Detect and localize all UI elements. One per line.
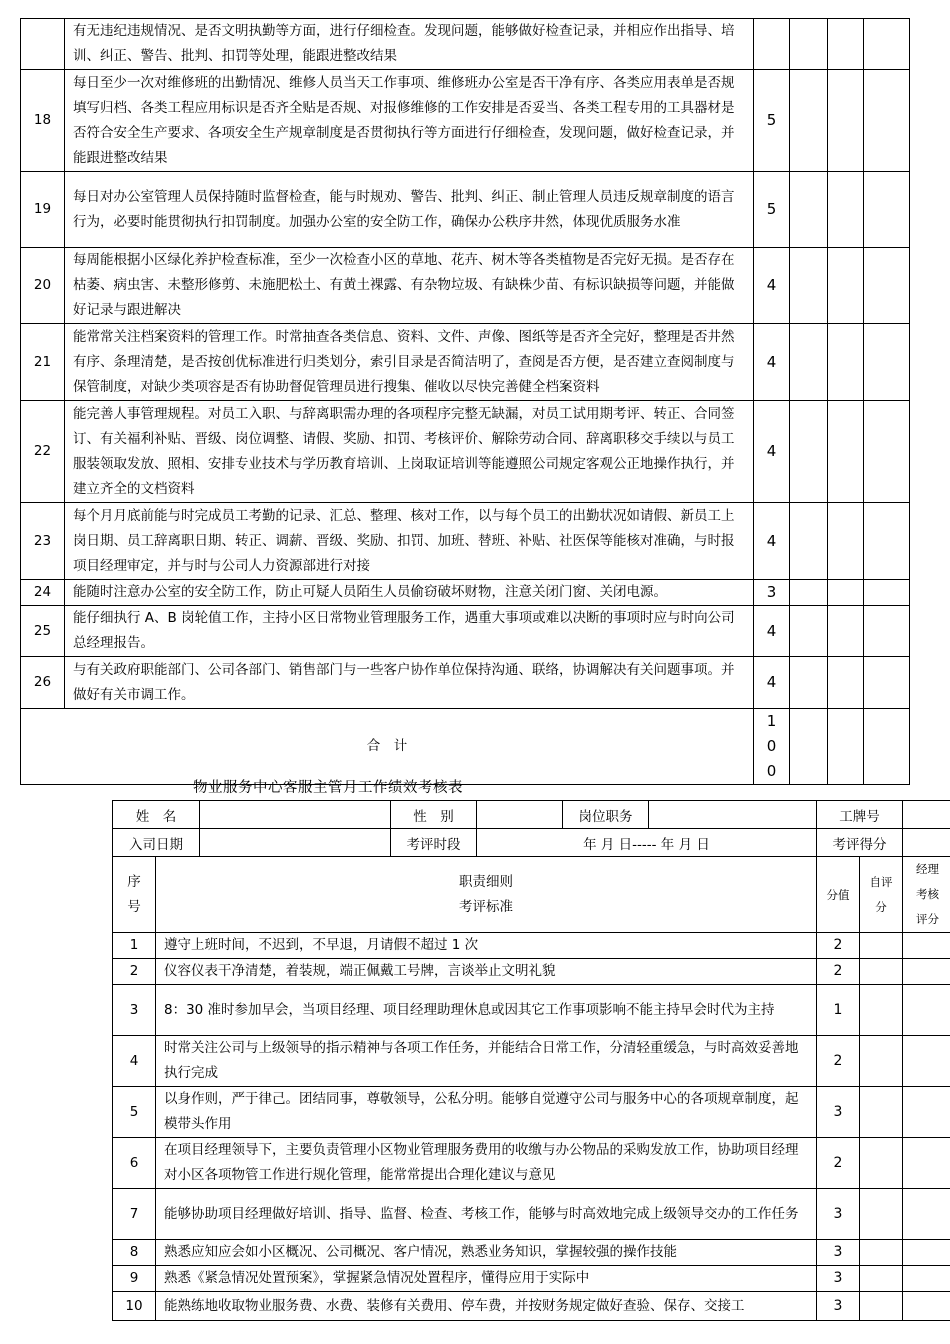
row-score: 5 <box>754 70 790 172</box>
row-criteria: 每日至少一次对维修班的出勤情况、维修人员当天工作事项、维修班办公室是否干净有序、各类应用表单是否规填写归档、各类工程应用标识是否齐全贴是否规、对报修维修的工作安排是否妥当、各类工程专用的工具器材是否符合安全生产要求、各项安全生产规章制度是否贯彻执行等方面进行仔细检查，发现问题，做好检查记录，并能跟进整改结果 <box>65 70 754 172</box>
final-score-cell[interactable] <box>864 324 910 401</box>
row-number: 8 <box>113 1240 156 1266</box>
table-row <box>21 401 910 503</box>
table-row <box>113 1292 950 1321</box>
row-criteria: 熟悉应知应会如小区概况、公司概况、客户情况，熟悉业务知识，掌握较强的操作技能 <box>156 1240 817 1266</box>
period-value[interactable]: 年 月 日----- 年 月 日 <box>477 829 817 857</box>
row-criteria: 8：30 准时参加早会，当项目经理、项目经理助理休息或因其它工作事项影响不能主持早会时代为主持 <box>156 985 817 1036</box>
row-number: 6 <box>113 1138 156 1189</box>
self-score-cell[interactable] <box>860 1240 903 1266</box>
row-score: 4 <box>754 324 790 401</box>
row-score: 5 <box>754 172 790 248</box>
self-score-header: 自评分 <box>869 874 893 914</box>
manager-score-cell[interactable] <box>828 401 864 503</box>
row-score: 4 <box>754 248 790 324</box>
row-score: 4 <box>754 503 790 580</box>
manager-score-cell[interactable] <box>828 172 864 248</box>
position-label: 岗位职务 <box>563 801 649 829</box>
table-row <box>113 1240 950 1266</box>
manager-score-cell[interactable] <box>903 1036 950 1087</box>
row-number: 3 <box>113 985 156 1036</box>
gender-label: 性 别 <box>391 801 477 829</box>
table-row <box>21 580 910 606</box>
row-score: 3 <box>817 1266 860 1292</box>
manager-score-cell[interactable] <box>828 580 864 606</box>
manager-score-cell[interactable] <box>903 1240 950 1266</box>
manager-score-cell[interactable] <box>828 657 864 709</box>
final-score-cell[interactable] <box>864 580 910 606</box>
row-criteria: 在项目经理领导下，主要负责管理小区物业管理服务费用的收缴与办公物品的采购发放工作，协助项目经理对小区各项物管工作进行规化管理，能常常提出合理化建议与意见 <box>156 1138 817 1189</box>
row-number: 20 <box>21 248 65 324</box>
row-criteria: 能熟练地收取物业服务费、水费、装修有关费用、停车费，并按财务规定做好查验、保存、交接工 <box>156 1292 817 1321</box>
self-score-cell[interactable] <box>790 657 828 709</box>
manager-score-cell[interactable] <box>828 606 864 657</box>
manager-score-cell[interactable] <box>903 985 950 1036</box>
performance-table-continued <box>20 18 910 785</box>
row-score: 2 <box>817 1036 860 1087</box>
row-score: 3 <box>817 1189 860 1240</box>
manager-score-header: 经理考核评分 <box>916 862 939 926</box>
self-score-cell[interactable] <box>860 1036 903 1087</box>
row-criteria: 仪容仪表干净清楚，着装规，端正佩戴工号牌，言谈举止文明礼貌 <box>156 959 817 985</box>
info-row-2 <box>113 829 950 857</box>
final-score-cell[interactable] <box>864 172 910 248</box>
row-number: 21 <box>21 324 65 401</box>
total-value: 100 <box>766 712 777 780</box>
row-number: 25 <box>21 606 65 657</box>
row-number: 7 <box>113 1189 156 1240</box>
self-score-cell[interactable] <box>790 324 828 401</box>
manager-score-cell[interactable] <box>828 248 864 324</box>
row-number: 9 <box>113 1266 156 1292</box>
manager-score-cell[interactable] <box>903 1138 950 1189</box>
table-row <box>113 959 950 985</box>
self-score-cell[interactable] <box>790 19 828 70</box>
row-criteria: 能完善人事管理规程。对员工入职、与辞离职需办理的各项程序完整无缺漏，对员工试用期考评、转正、合同签订、有关福利补贴、晋级、岗位调整、请假、奖励、扣罚、考核评价、解除劳动合同、辞离职移交手续以与员工服装领取发放、照相、安排专业技术与学历教育培训、上岗取证培训等能遵照公司规定客观公正地操作执行，并建立齐全的文档资料 <box>65 401 754 503</box>
final-score-cell[interactable] <box>864 606 910 657</box>
join-date-field[interactable] <box>200 829 391 857</box>
manager-score-cell[interactable] <box>903 1189 950 1240</box>
self-score-cell[interactable] <box>860 1189 903 1240</box>
criteria-header: 考评标准 <box>459 898 513 915</box>
self-score-cell[interactable] <box>790 606 828 657</box>
manager-score-cell[interactable] <box>828 503 864 580</box>
row-criteria: 时常关注公司与上级领导的指示精神与各项工作任务，并能结合日常工作，分清轻重缓急，与时高效妥善地执行完成 <box>156 1036 817 1087</box>
table-row <box>21 657 910 709</box>
row-score: 3 <box>817 1087 860 1138</box>
row-criteria: 有无违纪违规情况、是否文明执勤等方面，进行仔细检查。发现问题，能够做好检查记录，并相应作出指导、培训、纠正、警告、批判、扣罚等处理，能跟进整改结果 <box>65 19 754 70</box>
points-header: 分值 <box>817 857 860 933</box>
manager-score-cell[interactable] <box>828 70 864 172</box>
row-number: 4 <box>113 1036 156 1087</box>
final-score-cell[interactable] <box>864 248 910 324</box>
manager-score-cell[interactable] <box>903 959 950 985</box>
manager-score-cell[interactable] <box>903 1266 950 1292</box>
row-score: 2 <box>817 933 860 959</box>
manager-score-cell[interactable] <box>828 324 864 401</box>
table-row <box>113 1138 950 1189</box>
final-score-cell[interactable] <box>864 657 910 709</box>
self-score-cell[interactable] <box>860 933 903 959</box>
table-row <box>21 19 910 70</box>
row-score <box>754 19 790 70</box>
table-row <box>21 324 910 401</box>
self-score-cell[interactable] <box>790 580 828 606</box>
self-score-cell[interactable] <box>860 1087 903 1138</box>
badge-label: 工牌号 <box>817 801 903 829</box>
gender-field[interactable] <box>477 801 563 829</box>
table-row <box>21 172 910 248</box>
score-field[interactable] <box>903 829 950 857</box>
row-number: 10 <box>113 1292 156 1321</box>
row-number: 1 <box>113 933 156 959</box>
manager-score-cell[interactable] <box>903 1292 950 1321</box>
row-number: 23 <box>21 503 65 580</box>
table-row <box>113 1087 950 1138</box>
row-criteria: 遵守上班时间，不迟到，不早退，月请假不超过 1 次 <box>156 933 817 959</box>
row-score: 3 <box>817 1292 860 1321</box>
manager-score-cell[interactable] <box>828 19 864 70</box>
period-label: 考评时段 <box>391 829 477 857</box>
row-criteria: 能随时注意办公室的安全防工作，防止可疑人员陌生人员偷窃破坏财物，注意关闭门窗、关闭电源。 <box>65 580 754 606</box>
row-number: 19 <box>21 172 65 248</box>
self-score-cell[interactable] <box>790 70 828 172</box>
row-score: 3 <box>817 1240 860 1266</box>
self-score-cell[interactable] <box>790 401 828 503</box>
self-score-cell[interactable] <box>790 248 828 324</box>
row-number <box>21 19 65 70</box>
name-field[interactable] <box>200 801 391 829</box>
final-score-cell[interactable] <box>864 401 910 503</box>
row-criteria: 与有关政府职能部门、公司各部门、销售部门与一些客户协作单位保持沟通、联络，协调解决有关问题事项。并做好有关市调工作。 <box>65 657 754 709</box>
self-score-cell[interactable] <box>860 985 903 1036</box>
table-row <box>113 1036 950 1087</box>
self-score-cell[interactable] <box>860 1292 903 1321</box>
score-label: 考评得分 <box>817 829 903 857</box>
manager-score-cell[interactable] <box>903 1087 950 1138</box>
table-row <box>21 606 910 657</box>
table-row <box>21 248 910 324</box>
total-row <box>21 709 910 785</box>
seq-header: 序号 <box>127 873 141 915</box>
row-criteria: 每日对办公室管理人员保持随时监督检查，能与时规劝、警告、批判、纠正、制止管理人员违反规章制度的语言行为，必要时能贯彻执行扣罚制度。加强办公室的安全防工作，确保办公秩序井然，体现优质服务水准 <box>65 172 754 248</box>
row-criteria: 能够协助项目经理做好培训、指导、监督、检查、考核工作，能够与时高效地完成上级领导交办的工作任务 <box>156 1189 817 1240</box>
row-score: 2 <box>817 959 860 985</box>
row-score: 1 <box>817 985 860 1036</box>
self-score-cell[interactable] <box>790 172 828 248</box>
row-score: 4 <box>754 606 790 657</box>
row-criteria: 能仔细执行 A、B 岗轮值工作，主持小区日常物业管理服务工作，遇重大事项或难以决断的事项时应与时向公司总经理报告。 <box>65 606 754 657</box>
self-score-cell[interactable] <box>790 503 828 580</box>
row-criteria: 每个月月底前能与时完成员工考勤的记录、汇总、整理、核对工作，以与每个员工的出勤状况如请假、新员工上岗日期、员工辞离职日期、转正、调薪、晋级、奖励、扣罚、加班、替班、补贴、社医保等能核对准确，与时报项目经理审定，并与时与公司人力资源部进行对接 <box>65 503 754 580</box>
header-row <box>113 857 950 933</box>
table-row <box>113 1189 950 1240</box>
position-field[interactable] <box>649 801 817 829</box>
duty-header: 职责细则 <box>459 873 513 890</box>
row-number: 26 <box>21 657 65 709</box>
row-criteria: 能常常关注档案资料的管理工作。时常抽查各类信息、资料、文件、声像、图纸等是否齐全完好，整理是否井然有序、条理清楚，是否按创优标准进行归类划分，索引目录是否简洁明了，查阅是否方便，是否建立查阅制度与保管制度，对缺少类项容是否有协助督促管理员进行搜集、催收以尽快完善健全档案资料 <box>65 324 754 401</box>
row-criteria: 以身作则，严于律己。团结同事，尊敬领导，公私分明。能够自觉遵守公司与服务中心的各项规章制度，起模带头作用 <box>156 1087 817 1138</box>
row-number: 2 <box>113 959 156 985</box>
row-number: 5 <box>113 1087 156 1138</box>
badge-field[interactable] <box>903 801 950 829</box>
manager-score-cell[interactable] <box>903 933 950 959</box>
row-number: 18 <box>21 70 65 172</box>
table-row <box>21 503 910 580</box>
final-score-cell[interactable] <box>864 19 910 70</box>
info-row-1 <box>113 801 950 829</box>
join-date-label: 入司日期 <box>113 829 200 857</box>
row-criteria: 每周能根据小区绿化养护检查标准，至少一次检查小区的草地、花卉、树木等各类植物是否完好无损。是否存在枯萎、病虫害、未整形修剪、未施肥松土、有黄土裸露、有杂物垃圾、有缺株少苗、有标识缺损等问题，并能做好记录与跟进解决 <box>65 248 754 324</box>
table-row <box>113 985 950 1036</box>
row-score: 4 <box>754 657 790 709</box>
row-score: 2 <box>817 1138 860 1189</box>
table-row <box>113 1266 950 1292</box>
form-title: 物业服务中心客服主管月工作绩效考核表 <box>193 780 463 796</box>
row-number: 24 <box>21 580 65 606</box>
self-score-cell[interactable] <box>860 1138 903 1189</box>
row-criteria: 熟悉《紧急情况处置预案》，掌握紧急情况处置程序，懂得应用于实际中 <box>156 1266 817 1292</box>
table-row <box>21 70 910 172</box>
self-score-cell[interactable] <box>860 1266 903 1292</box>
final-score-cell[interactable] <box>864 70 910 172</box>
row-number: 22 <box>21 401 65 503</box>
supervisor-appraisal-form <box>112 800 950 1321</box>
row-score: 4 <box>754 401 790 503</box>
final-score-cell[interactable] <box>864 503 910 580</box>
total-label: 合 计 <box>21 709 754 785</box>
name-label: 姓 名 <box>113 801 200 829</box>
row-score: 3 <box>754 580 790 606</box>
self-score-cell[interactable] <box>860 959 903 985</box>
table-row <box>113 933 950 959</box>
